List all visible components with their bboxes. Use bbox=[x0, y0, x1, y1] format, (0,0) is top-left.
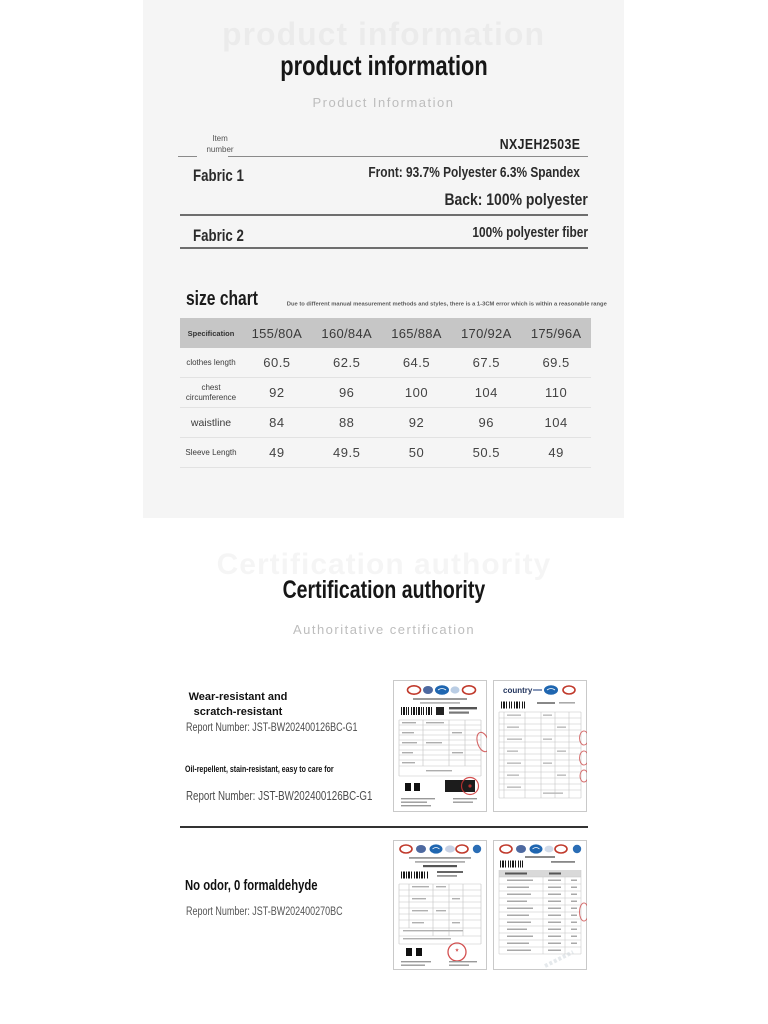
fabric1-rule bbox=[180, 214, 588, 216]
size-chart-note: Due to different manual measurement methods and styles, there is a 1-3CM error which is within a reasonable range bbox=[286, 301, 607, 308]
section-title-product-information: product information bbox=[279, 50, 488, 81]
table-row-waistline: waistline 84 88 92 96 104 bbox=[180, 408, 591, 438]
table-row-clothes-length: clothes length 60.5 62.5 64.5 67.5 69.5 bbox=[180, 348, 591, 378]
certification-title: Certification authority bbox=[282, 576, 486, 604]
header-size-3: 165/88A bbox=[391, 325, 442, 341]
section-subtitle-product-information: Product Information bbox=[312, 95, 455, 110]
certification-divider bbox=[180, 826, 588, 828]
cert-block1-heading: Wear-resistant and scratch-resistant bbox=[188, 691, 288, 718]
item-number-rule bbox=[228, 156, 588, 157]
fabric2-label: Fabric 2 bbox=[193, 226, 244, 245]
fabric1-front-value: Front: 93.7% Polyester 6.3% Spandex bbox=[368, 165, 580, 181]
cert-block3-report-number: Report Number: JST-BW202400270BC bbox=[186, 906, 343, 918]
cert-block3-heading: No odor, 0 formaldehyde bbox=[185, 878, 318, 894]
table-row-chest-circumference: chest circumference 92 96 100 104 110 bbox=[180, 378, 591, 408]
header-size-5: 175/96A bbox=[530, 325, 582, 341]
item-number-left-rule bbox=[178, 156, 197, 157]
certificate-document-2-image bbox=[493, 680, 587, 812]
size-chart-header-row bbox=[180, 318, 591, 348]
fabric2-rule bbox=[180, 247, 588, 249]
title-watermark bbox=[143, 16, 624, 53]
cert-block1-report-number: Report Number: JST-BW202400126BC-G1 bbox=[186, 722, 358, 734]
certificate-document-3 bbox=[393, 840, 487, 970]
certificate-document-1-image bbox=[393, 680, 487, 812]
item-number-label: Item number bbox=[206, 134, 234, 154]
size-chart-title: size chart bbox=[186, 288, 258, 310]
table-row-sleeve-length: Sleeve Length 49 49.5 50 50.5 49 bbox=[180, 438, 591, 468]
size-chart-table bbox=[180, 318, 591, 468]
certificate-document-4 bbox=[493, 840, 587, 970]
svg-text:country: country bbox=[503, 686, 533, 695]
header-specification: Specification bbox=[187, 328, 235, 338]
certificate-document-2 bbox=[493, 680, 587, 812]
cert-block2-report-number: Report Number: JST-BW202400126BC-G1 bbox=[186, 789, 373, 803]
certificate-document-1 bbox=[393, 680, 487, 812]
item-number-value: NXJEH2503E bbox=[499, 136, 580, 153]
fabric2-value: 100% polyester fiber bbox=[472, 225, 588, 241]
header-size-4: 170/92A bbox=[461, 325, 512, 341]
certificate-document-3-image bbox=[393, 840, 487, 970]
header-size-2: 160/84A bbox=[321, 325, 372, 341]
certification-subtitle: Authoritative certification bbox=[292, 622, 476, 637]
header-size-1: 155/80A bbox=[251, 325, 303, 341]
fabric1-back-value: Back: 100% polyester bbox=[444, 190, 588, 209]
product-info-panel bbox=[143, 0, 624, 518]
fabric1-label: Fabric 1 bbox=[193, 166, 244, 185]
cert-block2-heading: Oil-repellent, stain-resistant, easy to care for bbox=[185, 764, 334, 774]
certificate-document-4-image bbox=[493, 840, 587, 970]
